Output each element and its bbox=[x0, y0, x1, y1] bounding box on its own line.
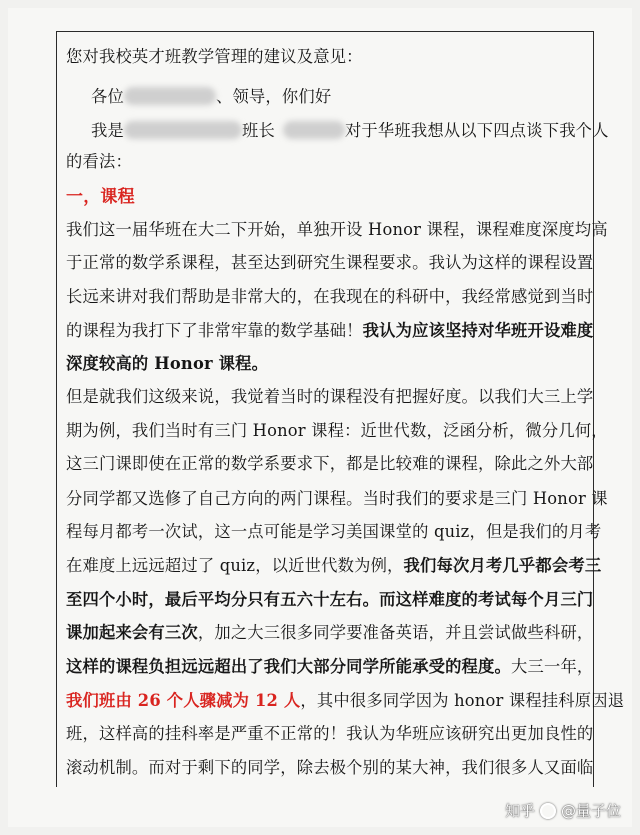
paragraph-line bbox=[66, 320, 593, 342]
redacted-block bbox=[124, 121, 242, 139]
paragraph-line: 分同学都又选修了自己方向的两门课程。当时我们的要求是三门 Honor 课 bbox=[66, 489, 608, 508]
watermark bbox=[505, 800, 621, 821]
intro-class-monitor: 班长 bbox=[241, 121, 275, 140]
text-run: 的课程为我打下了非常牢靠的数学基础！ bbox=[66, 321, 363, 340]
bold-text-run: 这样的课程负担远远超出了我们大部分同学所能承受的程度。 bbox=[66, 657, 511, 676]
intro-suffix: 对于华班我想从以下四点谈下我个人 bbox=[344, 121, 609, 140]
section-heading: 一，课程 bbox=[66, 187, 135, 207]
intro-prefix: 我是 bbox=[91, 121, 124, 140]
bold-text-run: 课加起来会有三次 bbox=[66, 623, 198, 642]
author-avatar-icon bbox=[540, 803, 556, 819]
paragraph-line bbox=[66, 690, 624, 712]
intro-line bbox=[91, 120, 609, 142]
paragraph-line: 于正常的数学系课程，甚至达到研究生课程要求。我认为这样的课程设置 bbox=[66, 253, 594, 272]
paragraph-line: 期为例，我们当时有三门 Honor 课程：近世代数，泛函分析，微分几何， bbox=[66, 421, 608, 440]
paragraph-line bbox=[66, 555, 601, 577]
paragraph-line: 班，这样高的挂科率是严重不正常的！我认为华班应该研究出更加良性的 bbox=[66, 724, 594, 743]
greeting-prefix: 各位 bbox=[91, 87, 124, 106]
document-title: 您对我校英才班教学管理的建议及意见： bbox=[66, 47, 363, 66]
paragraph-line: 长远来讲对我们帮助是非常大的，在我现在的科研中，我经常感觉到当时 bbox=[66, 287, 594, 306]
text-run: 在难度上远远超过了 quiz，以近世代数为例， bbox=[66, 556, 404, 575]
greeting-suffix: 、领导，你们好 bbox=[215, 87, 332, 106]
intro-line-2: 的看法： bbox=[66, 152, 132, 171]
paragraph-line: 滚动机制。而对于剩下的同学，除去极个别的某大神，我们很多人又面临 bbox=[66, 758, 594, 777]
redacted-block bbox=[124, 87, 216, 105]
paragraph-line: 这三门课即使在正常的数学系要求下，都是比较难的课程，除此之外大部 bbox=[66, 454, 594, 473]
paragraph-line bbox=[66, 622, 593, 644]
text-run: ，加之大三很多同学要准备英语，并且尝试做些科研， bbox=[197, 623, 594, 642]
bold-text-run: 我们每次月考几乎都会考三 bbox=[403, 556, 602, 575]
paragraph-line: 但是就我们这级来说，我觉着当时的课程没有把握好度。以我们大三上学 bbox=[66, 387, 594, 406]
paragraph-line bbox=[66, 656, 593, 678]
paragraph-line: 至四个小时，最后平均分只有五六十左右。而这样难度的考试每个月三门 bbox=[66, 590, 594, 609]
bold-text-run: 我认为应该坚持对华班开设难度 bbox=[362, 321, 594, 340]
paragraph-line: 程每月都考一次试，这一点可能是学习美国课堂的 quiz，但是我们的月考 bbox=[66, 522, 602, 541]
redacted-block bbox=[283, 121, 345, 139]
paragraph-line: 深度较高的 Honor 课程。 bbox=[66, 354, 269, 373]
text-run: ，其中很多同学因为 honor 课程挂科原因退 bbox=[300, 691, 625, 710]
watermark-author: @量子位 bbox=[561, 802, 622, 820]
paragraph-line: 我们这一届华班在大二下开始，单独开设 Honor 课程，课程难度深度均高 bbox=[66, 220, 608, 239]
text-run: 大三一年， bbox=[511, 657, 594, 676]
watermark-site: 知乎 bbox=[505, 802, 536, 820]
red-highlight-text: 我们班由 26 个人骤减为 12 人 bbox=[66, 691, 301, 710]
greeting-line bbox=[91, 86, 331, 108]
